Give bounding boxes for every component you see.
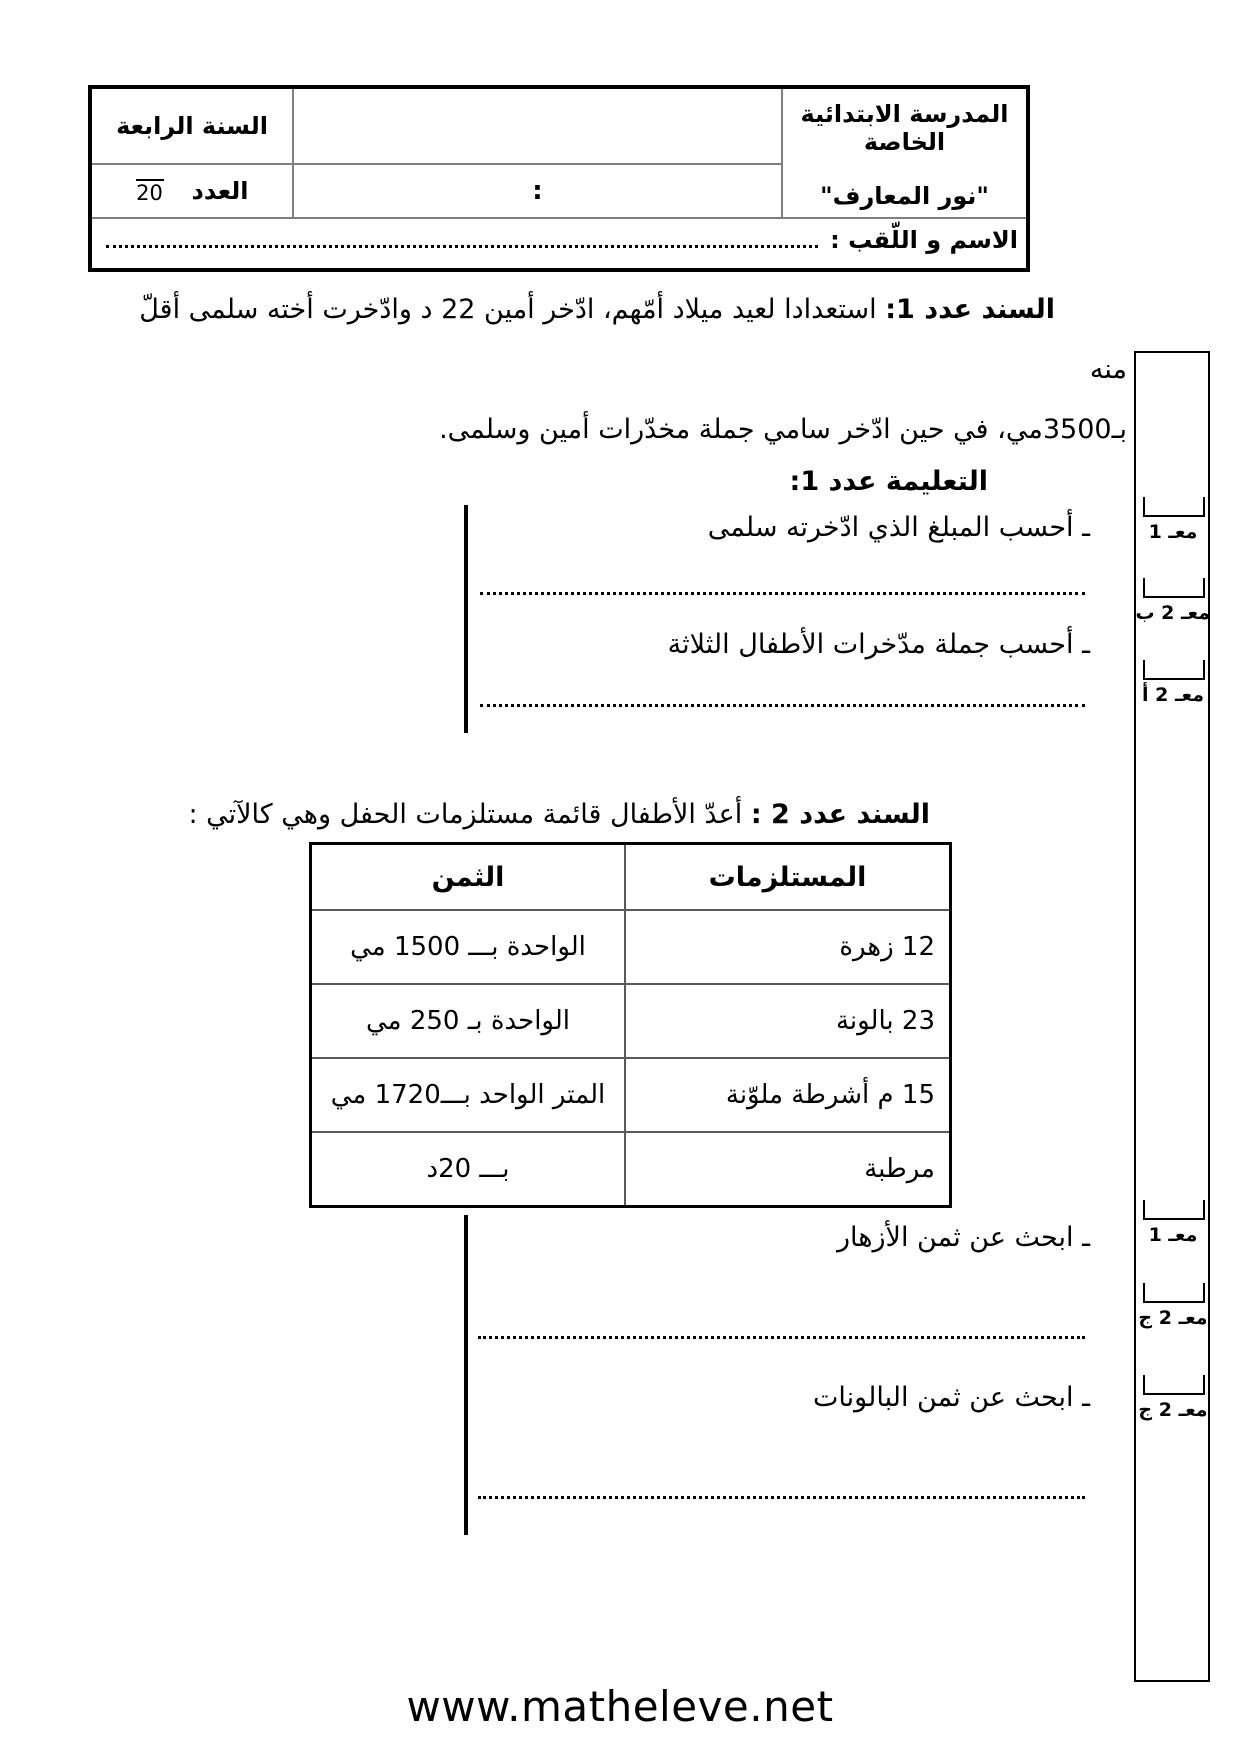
- mark-label: معـ 2 ب: [1135, 602, 1210, 624]
- supplies-table-header-row: [311, 844, 951, 911]
- item-cell: 12 زهرة: [625, 910, 951, 984]
- school-name-cell: [782, 87, 1028, 218]
- section2-statement: [188, 785, 930, 845]
- mark-label: معـ 1: [1148, 521, 1198, 543]
- mark-label: معـ 2 أ: [1142, 684, 1204, 706]
- item-cell: 23 بالونة: [625, 984, 951, 1058]
- mark-bracket: [1143, 660, 1205, 680]
- supplies-table: [309, 842, 952, 1208]
- name-answer-line: [106, 244, 818, 248]
- work-area-bar-2: [464, 1215, 468, 1535]
- table-row: [311, 1132, 951, 1207]
- score-cell: [90, 164, 293, 218]
- answer-line-2: [480, 690, 1085, 707]
- section2-lead: السند عدد 2 :: [750, 799, 930, 830]
- website-url: www.matheleve.net: [406, 1682, 834, 1731]
- section1-task1: ـ أحسب المبلغ الذي ادّخرته سلمى: [707, 512, 1090, 543]
- section2-intro: أعدّ الأطفال قائمة مستلزمات الحفل وهي كالآتي :: [188, 799, 751, 830]
- assessment-margin-box: [1134, 351, 1210, 1682]
- year-cell: السنة الرابعة: [90, 87, 293, 164]
- mark-label: معـ 2 ج: [1138, 1399, 1208, 1421]
- section1-text-line1: استعدادا لعيد ميلاد أمّهم، ادّخر أمين 22 د وادّخرت أخته سلمى أقلّ منه: [139, 294, 1127, 385]
- answer-line-3: [478, 1322, 1085, 1339]
- mark-bracket: [1143, 1200, 1205, 1220]
- mark-bracket: [1143, 497, 1205, 517]
- section2-task2: ـ ابحث عن ثمن البالونات: [813, 1382, 1090, 1413]
- name-row: [90, 218, 1028, 270]
- price-cell: بـــ 20د: [311, 1132, 626, 1207]
- table-row: [311, 1058, 951, 1132]
- mark-label: معـ 1: [1148, 1224, 1198, 1246]
- work-area-bar-1: [464, 505, 468, 733]
- section1-text-line2: بـ3500مي، في حين ادّخر سامي جملة مخدّرات أمين وسلمى.: [439, 414, 1127, 445]
- section1-instruction-title: التعليمة عدد 1:: [789, 466, 988, 497]
- section1-lead: السند عدد 1:: [885, 294, 1055, 325]
- subject-colon-cell: :: [293, 164, 782, 218]
- table-row: [311, 984, 951, 1058]
- price-cell: المتر الواحد بـــ1720 مي: [311, 1058, 626, 1132]
- mark-label: معـ 2 ج: [1138, 1307, 1208, 1329]
- item-cell: 15 م أشرطة ملوّنة: [625, 1058, 951, 1132]
- table-row: [311, 910, 951, 984]
- empty-cell: [293, 87, 782, 164]
- school-name-line2: "نور المعارف": [820, 182, 989, 210]
- header-table: [88, 85, 1030, 272]
- item-cell: مرطبة: [625, 1132, 951, 1207]
- price-cell: الواحدة بـ 250 مي: [311, 984, 626, 1058]
- school-name-line1: المدرسة الابتدائية الخاصة: [800, 100, 1009, 156]
- answer-line-1: [480, 578, 1085, 595]
- supplies-column-header: المستلزمات: [625, 844, 951, 911]
- score-fraction-denominator: 20: [136, 180, 163, 205]
- mark-bracket: [1143, 1283, 1205, 1303]
- name-label: الاسم و اللّقب :: [830, 225, 1018, 254]
- answer-line-4: [478, 1482, 1085, 1499]
- price-cell: الواحدة بـــ 1500 مي: [311, 910, 626, 984]
- price-column-header: الثمن: [311, 844, 626, 911]
- score-fraction: [136, 179, 164, 204]
- section1-task2: ـ أحسب جملة مدّخرات الأطفال الثلاثة: [667, 629, 1090, 660]
- section2-task1: ـ ابحث عن ثمن الأزهار: [837, 1222, 1090, 1253]
- mark-bracket: [1143, 578, 1205, 598]
- mark-bracket: [1143, 1375, 1205, 1395]
- score-label: العدد: [191, 177, 249, 205]
- section1-statement: [97, 280, 1127, 460]
